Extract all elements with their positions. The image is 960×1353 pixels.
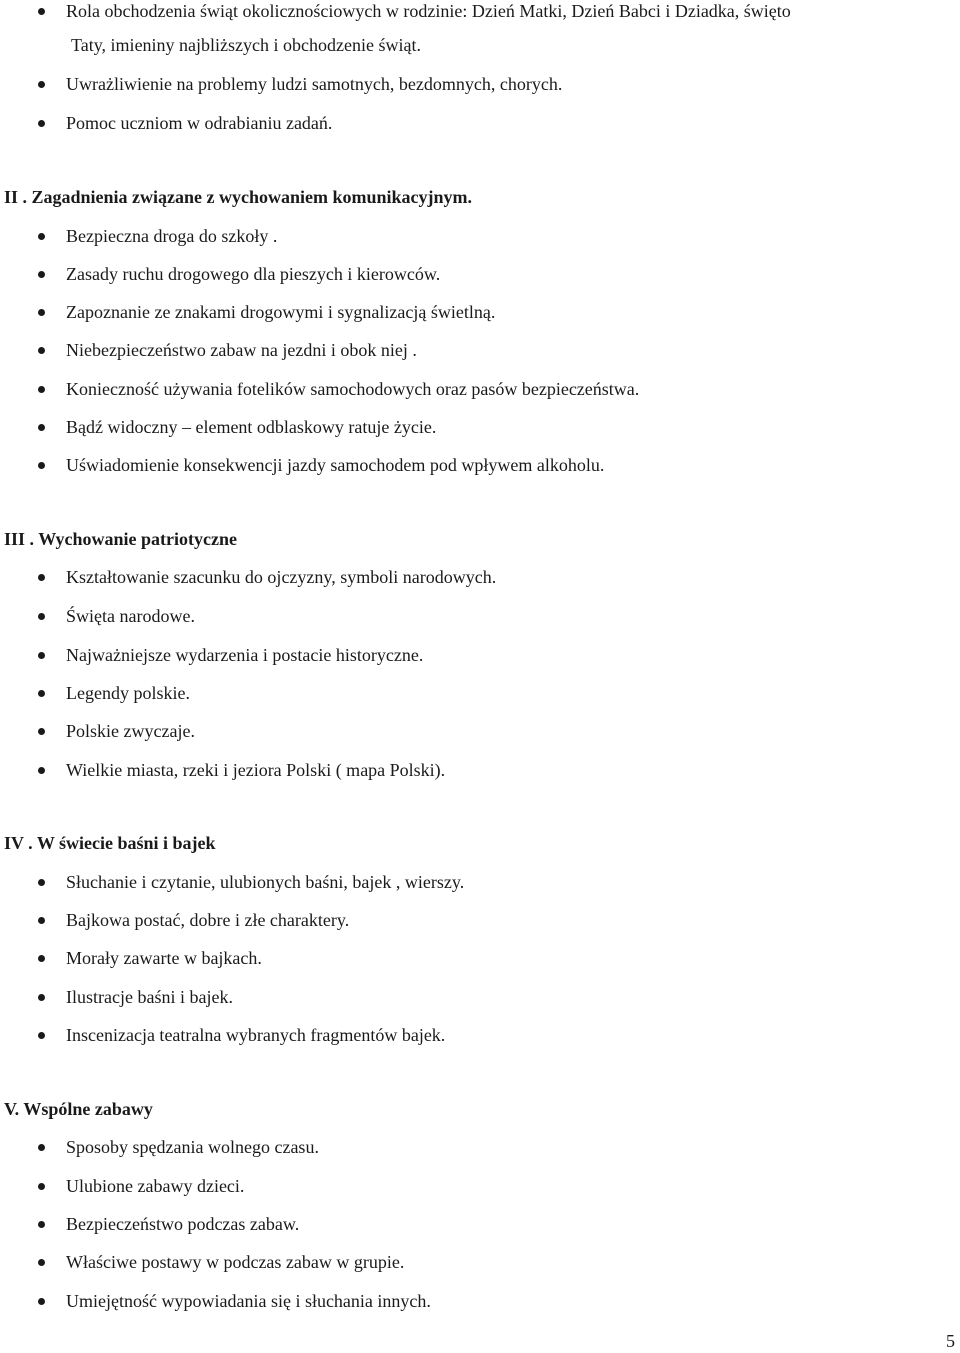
list-item: Umiejętność wypowiadania się i słuchania innych. — [66, 1291, 431, 1311]
bullet-icon — [38, 1259, 45, 1266]
bullet-icon — [38, 233, 45, 240]
section-heading: II . Zagadnienia związane z wychowaniem komunikacyjnym. — [4, 187, 473, 207]
bullet-icon — [38, 767, 45, 774]
list-item: Właściwe postawy w podczas zabaw w grupie. — [66, 1252, 405, 1272]
bullet-icon — [38, 728, 45, 735]
list-item: Bezpieczna droga do szkoły . — [66, 226, 278, 246]
bullet-icon — [38, 1032, 45, 1039]
bullet-icon — [38, 8, 45, 15]
list-item: Rola obchodzenia świąt okolicznościowych w rodzinie: Dzień Matki, Dzień Babci i Dziadka, święto — [66, 1, 791, 21]
bullet-icon — [38, 1144, 45, 1151]
list-item: Legendy polskie. — [66, 683, 190, 703]
bullet-icon — [38, 1221, 45, 1228]
bullet-icon — [38, 955, 45, 962]
bullet-icon — [38, 120, 45, 127]
section-heading: IV . W świecie baśni i bajek — [4, 833, 216, 853]
bullet-icon — [38, 690, 45, 697]
list-item: Zapoznanie ze znakami drogowymi i sygnalizacją świetlną. — [66, 302, 496, 322]
list-item: Pomoc uczniom w odrabianiu zadań. — [66, 113, 333, 133]
list-item: Uwrażliwienie na problemy ludzi samotnych, bezdomnych, chorych. — [66, 74, 563, 94]
bullet-icon — [38, 386, 45, 393]
list-item: Bezpieczeństwo podczas zabaw. — [66, 1214, 300, 1234]
list-item: Inscenizacja teatralna wybranych fragmentów bajek. — [66, 1025, 446, 1045]
list-item: Morały zawarte w bajkach. — [66, 948, 262, 968]
bullet-icon — [38, 81, 45, 88]
section-heading: III . Wychowanie patriotyczne — [4, 529, 237, 549]
list-item: Słuchanie i czytanie, ulubionych baśni, bajek , wierszy. — [66, 872, 465, 892]
list-item: Wielkie miasta, rzeki i jeziora Polski ( mapa Polski). — [66, 760, 446, 780]
page-number: 5 — [946, 1331, 955, 1351]
list-item: Zasady ruchu drogowego dla pieszych i kierowców. — [66, 264, 441, 284]
list-item: Ulubione zabawy dzieci. — [66, 1176, 245, 1196]
bullet-icon — [38, 462, 45, 469]
list-item: Bądź widoczny – element odblaskowy ratuje życie. — [66, 417, 437, 437]
list-item: Polskie zwyczaje. — [66, 721, 195, 741]
bullet-icon — [38, 652, 45, 659]
list-item: Bajkowa postać, dobre i złe charaktery. — [66, 910, 350, 930]
bullet-icon — [38, 574, 45, 581]
list-item: Niebezpieczeństwo zabaw na jezdni i obok niej . — [66, 340, 417, 360]
list-item: Najważniejsze wydarzenia i postacie historyczne. — [66, 645, 424, 665]
bullet-icon — [38, 424, 45, 431]
bullet-icon — [38, 1298, 45, 1305]
bullet-icon — [38, 271, 45, 278]
list-item: Ilustracje baśni i bajek. — [66, 987, 233, 1007]
section-heading: V. Wspólne zabawy — [4, 1099, 153, 1119]
bullet-icon — [38, 1183, 45, 1190]
list-item: Kształtowanie szacunku do ojczyzny, symboli narodowych. — [66, 567, 497, 587]
bullet-icon — [38, 309, 45, 316]
list-item: Uświadomienie konsekwencji jazdy samochodem pod wpływem alkoholu. — [66, 455, 605, 475]
bullet-icon — [38, 613, 45, 620]
bullet-icon — [38, 994, 45, 1001]
bullet-icon — [38, 879, 45, 886]
bullet-icon — [38, 347, 45, 354]
list-item: Sposoby spędzania wolnego czasu. — [66, 1137, 319, 1157]
list-item: Konieczność używania fotelików samochodowych oraz pasów bezpieczeństwa. — [66, 379, 640, 399]
bullet-icon — [38, 917, 45, 924]
list-item-continuation: Taty, imieniny najbliższych i obchodzenie świąt. — [71, 35, 421, 55]
list-item: Święta narodowe. — [66, 606, 195, 626]
